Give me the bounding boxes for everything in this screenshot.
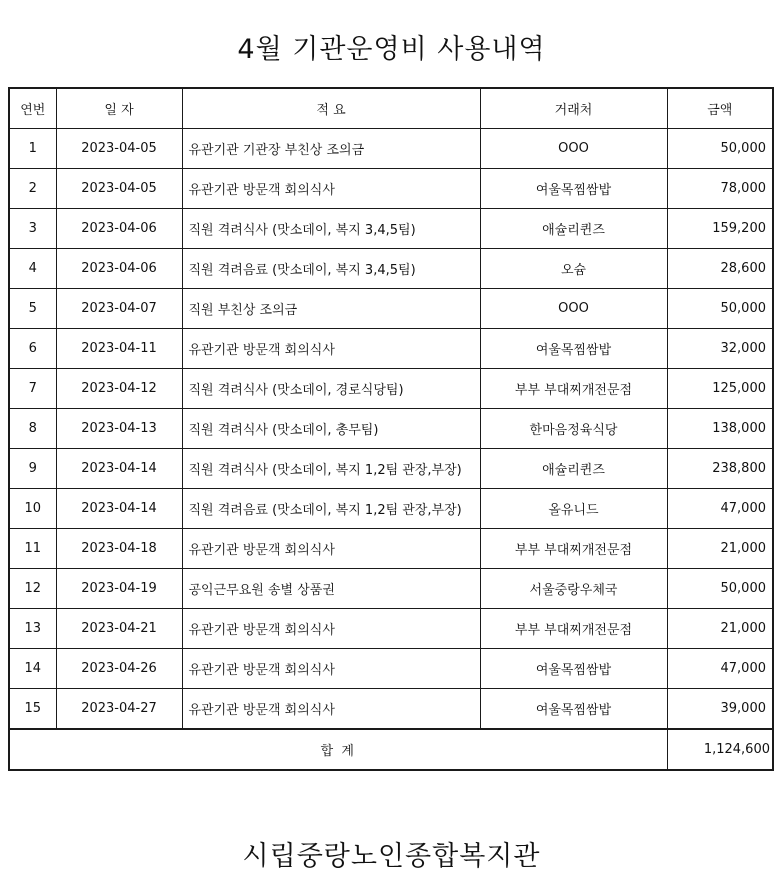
- header-date: 일 자: [56, 88, 182, 129]
- cell-description: 직원 부친상 조의금: [182, 289, 480, 329]
- table-header-row: [9, 88, 773, 129]
- cell-description: 직원 격려음료 (맛소데이, 복지 1,2팀 관장,부장): [182, 489, 480, 529]
- cell-vendor: 오슘: [480, 249, 667, 289]
- cell-date: 2023-04-13: [56, 409, 182, 449]
- cell-date: 2023-04-12: [56, 369, 182, 409]
- cell-no: 14: [9, 649, 56, 689]
- cell-amount: 28,600: [667, 249, 773, 289]
- cell-no: 5: [9, 289, 56, 329]
- cell-no: 7: [9, 369, 56, 409]
- cell-vendor: 부부 부대찌개전문점: [480, 609, 667, 649]
- cell-description: 유관기관 방문객 회의식사: [182, 169, 480, 209]
- cell-date: 2023-04-14: [56, 449, 182, 489]
- cell-amount: 50,000: [667, 569, 773, 609]
- cell-description: 유관기관 방문객 회의식사: [182, 649, 480, 689]
- cell-vendor: 여울목찜쌈밥: [480, 649, 667, 689]
- cell-amount: 21,000: [667, 529, 773, 569]
- cell-no: 15: [9, 689, 56, 730]
- cell-date: 2023-04-06: [56, 249, 182, 289]
- cell-date: 2023-04-19: [56, 569, 182, 609]
- cell-description: 직원 격려식사 (맛소데이, 복지 3,4,5팀): [182, 209, 480, 249]
- cell-no: 11: [9, 529, 56, 569]
- cell-description: 직원 격려식사 (맛소데이, 복지 1,2팀 관장,부장): [182, 449, 480, 489]
- cell-no: 1: [9, 129, 56, 169]
- cell-date: 2023-04-18: [56, 529, 182, 569]
- cell-description: 유관기관 방문객 회의식사: [182, 609, 480, 649]
- cell-vendor: 여울목찜쌈밥: [480, 689, 667, 730]
- table-body: [9, 129, 773, 730]
- cell-description: 유관기관 기관장 부친상 조의금: [182, 129, 480, 169]
- cell-amount: 32,000: [667, 329, 773, 369]
- header-vendor: 거래처: [480, 88, 667, 129]
- table-row: [9, 529, 773, 569]
- cell-vendor: OOO: [480, 129, 667, 169]
- cell-vendor: 올유니드: [480, 489, 667, 529]
- table-row: [9, 649, 773, 689]
- cell-date: 2023-04-21: [56, 609, 182, 649]
- table-row: [9, 129, 773, 169]
- table-row: [9, 689, 773, 730]
- cell-date: 2023-04-26: [56, 649, 182, 689]
- cell-date: 2023-04-27: [56, 689, 182, 730]
- cell-vendor: 여울목찜쌈밥: [480, 169, 667, 209]
- cell-no: 4: [9, 249, 56, 289]
- cell-no: 12: [9, 569, 56, 609]
- organization-name: 시립중랑노인종합복지관: [242, 841, 541, 872]
- cell-no: 6: [9, 329, 56, 369]
- cell-description: 유관기관 방문객 회의식사: [182, 329, 480, 369]
- cell-vendor: 서울중랑우체국: [480, 569, 667, 609]
- cell-amount: 47,000: [667, 489, 773, 529]
- cell-no: 2: [9, 169, 56, 209]
- cell-date: 2023-04-07: [56, 289, 182, 329]
- cell-description: 직원 격려음료 (맛소데이, 복지 3,4,5팀): [182, 249, 480, 289]
- cell-amount: 50,000: [667, 129, 773, 169]
- cell-amount: 138,000: [667, 409, 773, 449]
- total-amount: 1,124,600: [667, 729, 773, 770]
- cell-date: 2023-04-11: [56, 329, 182, 369]
- table-row: [9, 209, 773, 249]
- cell-amount: 78,000: [667, 169, 773, 209]
- cell-vendor: 애슐리퀸즈: [480, 449, 667, 489]
- cell-no: 10: [9, 489, 56, 529]
- page-title: 4월 기관운영비 사용내역: [237, 34, 546, 65]
- table-row: [9, 329, 773, 369]
- table-row: [9, 449, 773, 489]
- total-row: [9, 729, 773, 770]
- cell-amount: 125,000: [667, 369, 773, 409]
- cell-vendor: 애슐리퀸즈: [480, 209, 667, 249]
- cell-description: 직원 격려식사 (맛소데이, 총무팀): [182, 409, 480, 449]
- table-row: [9, 369, 773, 409]
- cell-no: 13: [9, 609, 56, 649]
- cell-description: 직원 격려식사 (맛소데이, 경로식당팀): [182, 369, 480, 409]
- cell-vendor: OOO: [480, 289, 667, 329]
- header-description: 적 요: [182, 88, 480, 129]
- cell-no: 9: [9, 449, 56, 489]
- cell-amount: 238,800: [667, 449, 773, 489]
- table-row: [9, 249, 773, 289]
- total-label: 합 계: [9, 729, 667, 770]
- table-row: [9, 289, 773, 329]
- cell-amount: 50,000: [667, 289, 773, 329]
- cell-vendor: 부부 부대찌개전문점: [480, 529, 667, 569]
- cell-amount: 21,000: [667, 609, 773, 649]
- cell-amount: 159,200: [667, 209, 773, 249]
- cell-date: 2023-04-05: [56, 169, 182, 209]
- header-no: 연번: [9, 88, 56, 129]
- table-row: [9, 609, 773, 649]
- cell-description: 유관기관 방문객 회의식사: [182, 529, 480, 569]
- table-row: [9, 409, 773, 449]
- cell-vendor: 부부 부대찌개전문점: [480, 369, 667, 409]
- cell-no: 8: [9, 409, 56, 449]
- table-row: [9, 489, 773, 529]
- cell-description: 공익근무요원 송별 상품권: [182, 569, 480, 609]
- cell-description: 유관기관 방문객 회의식사: [182, 689, 480, 730]
- cell-amount: 39,000: [667, 689, 773, 730]
- cell-vendor: 한마음정육식당: [480, 409, 667, 449]
- cell-amount: 47,000: [667, 649, 773, 689]
- header-amount: 금액: [667, 88, 773, 129]
- table-row: [9, 169, 773, 209]
- cell-vendor: 여울목찜쌈밥: [480, 329, 667, 369]
- cell-date: 2023-04-06: [56, 209, 182, 249]
- expense-table: [8, 87, 774, 771]
- cell-date: 2023-04-05: [56, 129, 182, 169]
- table-row: [9, 569, 773, 609]
- cell-no: 3: [9, 209, 56, 249]
- cell-date: 2023-04-14: [56, 489, 182, 529]
